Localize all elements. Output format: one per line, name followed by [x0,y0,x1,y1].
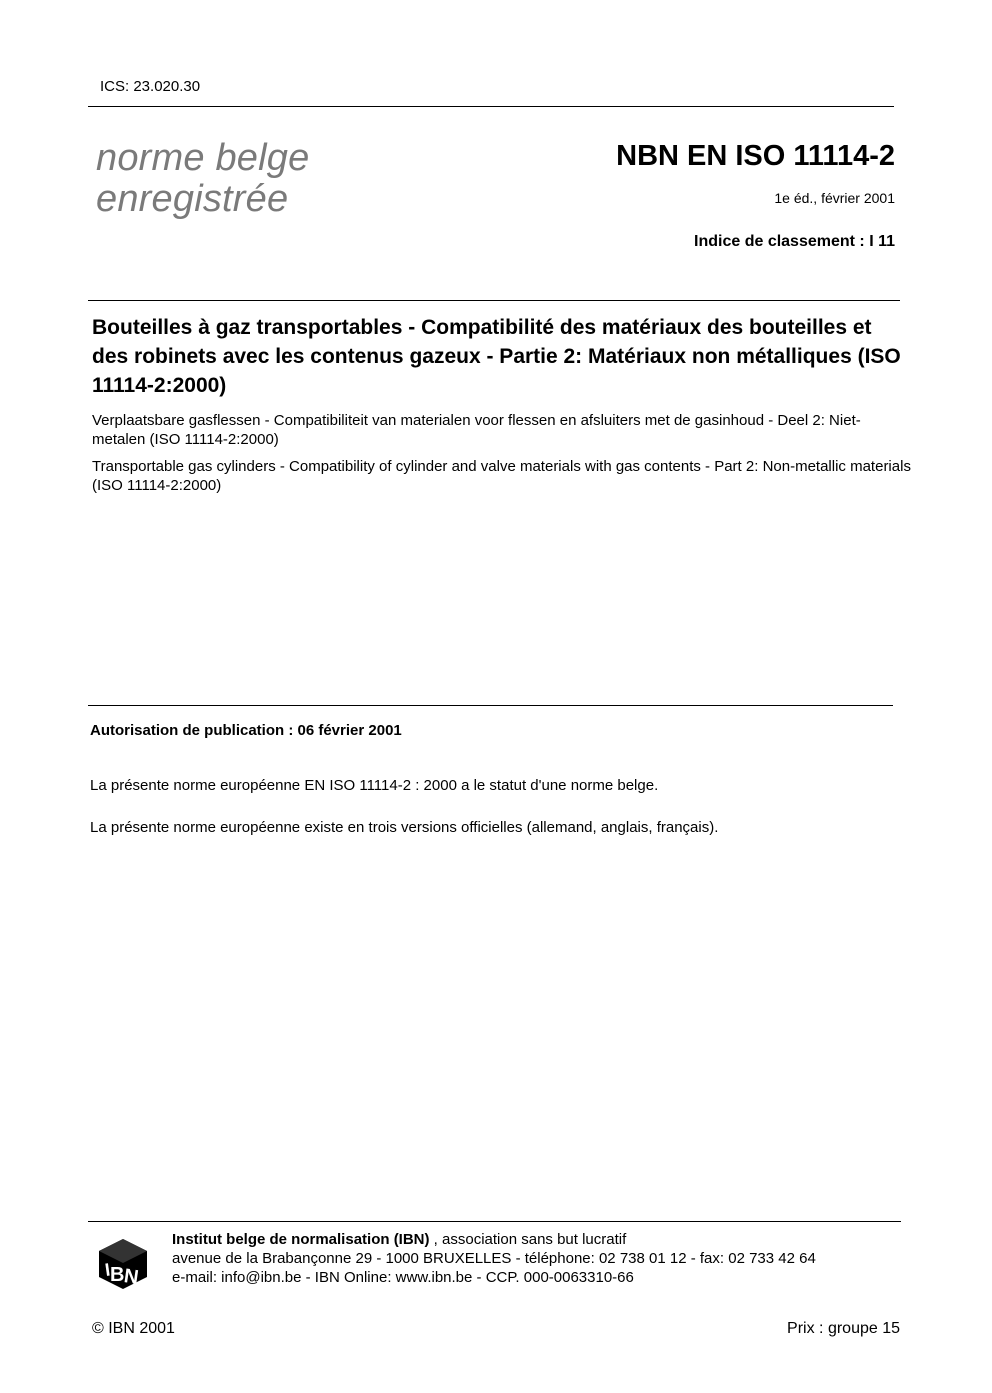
title-french: Bouteilles à gaz transportables - Compatibilité des matériaux des bouteilles et des robinets avec les contenus gazeux - Partie 2: Matériaux non métalliques (ISO 11114-2:2000) [92,316,901,397]
norme-belge-label [96,138,309,220]
institute-line [172,1230,816,1249]
body-rule [88,705,893,706]
institute-contact-block [172,1230,816,1287]
footer-rule [88,1221,901,1222]
copyright-notice: © IBN 2001 [92,1320,175,1337]
title-rule [88,300,900,301]
svg-text:B: B [110,1264,125,1286]
publication-authorization: Autorisation de publication : 06 février 2001 [90,722,402,739]
versions-paragraph: La présente norme européenne existe en trois versions officielles (allemand, anglais, français). [90,819,719,836]
status-paragraph: La présente norme européenne EN ISO 11114-2 : 2000 a le statut d'une norme belge. [90,777,659,794]
classification-index: Indice de classement : I 11 [694,233,895,250]
institute-name: Institut belge de normalisation (IBN) [172,1231,430,1248]
institute-address: avenue de la Brabançonne 29 - 1000 BRUXELLES - téléphone: 02 738 01 12 - fax: 02 733 42 64 [172,1250,816,1267]
edition-date: 1e éd., février 2001 [774,190,895,206]
price-group: Prix : groupe 15 [787,1320,900,1337]
title-dutch: Verplaatsbare gasflessen - Compatibiliteit van materialen voor flessen en afsluiters met de gasinhoud - Deel 2: Niet-metalen (ISO 11114-2:2000) [92,412,861,448]
ics-code: ICS: 23.020.30 [100,78,201,95]
ibn-logo-icon [97,1237,149,1291]
header-rule [88,106,894,107]
institute-suffix: , association sans but lucratif [429,1231,627,1248]
standard-code: NBN EN ISO 11114-2 [616,140,895,172]
institute-contact: e-mail: info@ibn.be - IBN Online: www.ibn.be - CCP. 000-0063310-66 [172,1269,634,1286]
norme-belge-line1: norme belge [96,137,310,179]
svg-text:N: N [122,1265,140,1289]
norme-belge-line2: enregistrée [96,178,289,220]
svg-text:I: I [103,1259,112,1281]
title-english: Transportable gas cylinders - Compatibility of cylinder and valve materials with gas contents - Part 2: Non-metallic materials (ISO 11114-2:2000) [92,458,911,494]
